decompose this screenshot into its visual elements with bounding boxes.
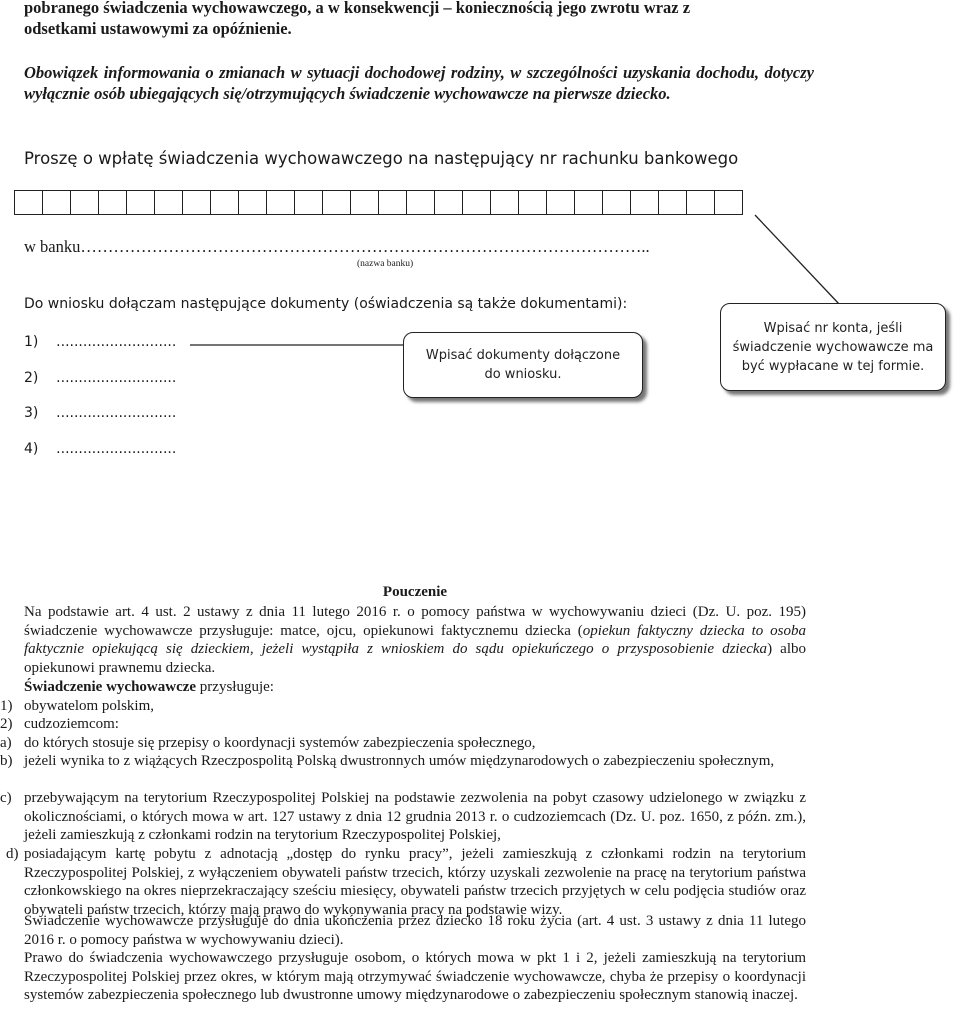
list-item-a: do których stosuje się przepisy o koordynacji systemów zabezpieczenia społecznego, [24, 735, 536, 751]
list-item-1: obywatelom polskim, [24, 698, 154, 714]
intro-line-2: odsetkami ustawowymi za opóźnienie. [24, 19, 292, 38]
list-item-c: przebywającym na terytorium Rzeczypospolitej Polskiej na podstawie zezwolenia na pobyt czasowy udzielonego w związku z okolicznościami, o których mowa w art. 127 ustawy z dnia 12 grudnia 2013 r. o cudzoziemcach (Dz. U. poz. 1650, z późn. zm.), jeżeli zamieszkują z członkami rodzin na terytorium Rzeczypospolitej Polskiej, [24, 790, 806, 843]
pouczenie-paragraph-2 [24, 678, 806, 697]
list-marker-a: a) [0, 735, 12, 751]
list-marker-2: 2) [0, 716, 13, 732]
pouczenie-paragraph-4: Prawo do świadczenia wychowawczego przysługuje osobom, o których mowa w pkt 1 i 2, jeżeli zamieszkują na terytorium Rzeczypospolitej Polskiej przez okres, w którym mają otrzymywać świadczenie wychowawcze, chyba że przepisy o koordynacji systemów zabezpieczenia społecznego lub dwustronne umowy międzynarodowe o zabezpieczeniu społecznym stanowią inaczej. [24, 950, 806, 1003]
list-item-2: cudzoziemcom: [24, 716, 119, 732]
list-marker-b: b) [0, 753, 13, 769]
document-item-3[interactable]: 3) ........................... [24, 405, 177, 421]
p1-text-c: ) albo opiekunowi prawnemu dziecka. [24, 641, 806, 676]
italic-note: Obowiązek informowania o zmianach w sytuacji dochodowej rodziny, w szczególności uzyskania dochodu, dotyczy wyłącznie osób ubiegających się/otrzymujących świadczenie wychowawcze na pierwsze dziecko. [24, 63, 814, 103]
list-marker-d: d) [6, 846, 19, 862]
list-marker-c: c) [0, 790, 12, 806]
list-item-d: posiadającym kartę pobytu z adnotacją „dostęp do rynku pracy”, jeżeli zamieszkują z członkami rodzin na terytorium Rzeczypospolitej Polskiej, z wyłączeniem obywateli państw trzecich, którzy uzyskali zezwolenie na pracę na terytorium państwa członkowskiego na okres nieprzekraczający sześciu miesięcy, obywateli państw trzecich przyjętych w celu podjęcia studiów oraz obywateli państw trzecich, którzy mają prawo do wykonywania pracy na podstawie wizy. [24, 846, 806, 918]
document-item-1[interactable]: 1) ........................... [24, 334, 177, 350]
account-callout [720, 303, 946, 391]
bank-name-caption: (nazwa banku) [357, 259, 414, 269]
list-marker-1: 1) [0, 698, 13, 714]
pouczenie-paragraph-1 [24, 603, 806, 677]
pouczenie-paragraph-3: Świadczenie wychowawcze przysługuje do dnia ukończenia przez dziecko 18 roku życia (art. 4 ust. 3 ustawy z dnia 11 lutego 2016 r. o pomocy państwa w wychowywaniu dzieci). [24, 913, 806, 948]
account-callout-line [755, 215, 840, 305]
documents-callout [403, 332, 643, 398]
p2-rest: przysługuje: [196, 679, 274, 695]
intro-line-1: pobranego świadczenia wychowawczego, a w konsekwencji – koniecznością jego zwrotu wraz z [24, 0, 691, 17]
document-item-2[interactable]: 2) ........................... [24, 370, 177, 386]
pouczenie-title: Pouczenie [382, 584, 448, 600]
p2-bold: Świadczenie wychowawcze [24, 679, 197, 695]
p1-text-a: Na podstawie art. 4 ust. 2 ustawy z dnia 11 lutego 2016 r. o pomocy państwa w wychowywaniu dzieci (Dz. U. poz. 195) świadczenie wychowawcze przysługuje: matce, ojcu, opiekunowi faktycznemu dziecka ( [24, 604, 806, 639]
bank-name-line[interactable]: w banku………………………………………………………………………………………….. [24, 237, 650, 256]
documents-callout-text: Wpisać dokumenty dołączone do wniosku. [425, 348, 621, 382]
p1-italic: opiekun faktyczny dziecka to osoba faktycznie opiekującą się dzieckiem, jeżeli wystąpiła z wnioskiem do sądu opiekuńczego o przysposobienie dziecka [24, 622, 806, 657]
account-request: Proszę o wpłatę świadczenia wychowawczego na następujący nr rachunku bankowego [24, 149, 739, 168]
account-callout-text: Wpisać nr konta, jeśli świadczenie wychowawcze ma być wypłacane w tej formie. [732, 320, 934, 374]
documents-heading: Do wniosku dołączam następujące dokumenty (oświadczenia są także dokumentami): [24, 296, 628, 312]
list-item-b: jeżeli wynika to z wiążących Rzeczpospolitą Polską dwustronnych umów międzynarodowych o zabezpieczeniu społecznym, [24, 753, 775, 769]
document-item-4[interactable]: 4) ........................... [24, 441, 177, 457]
